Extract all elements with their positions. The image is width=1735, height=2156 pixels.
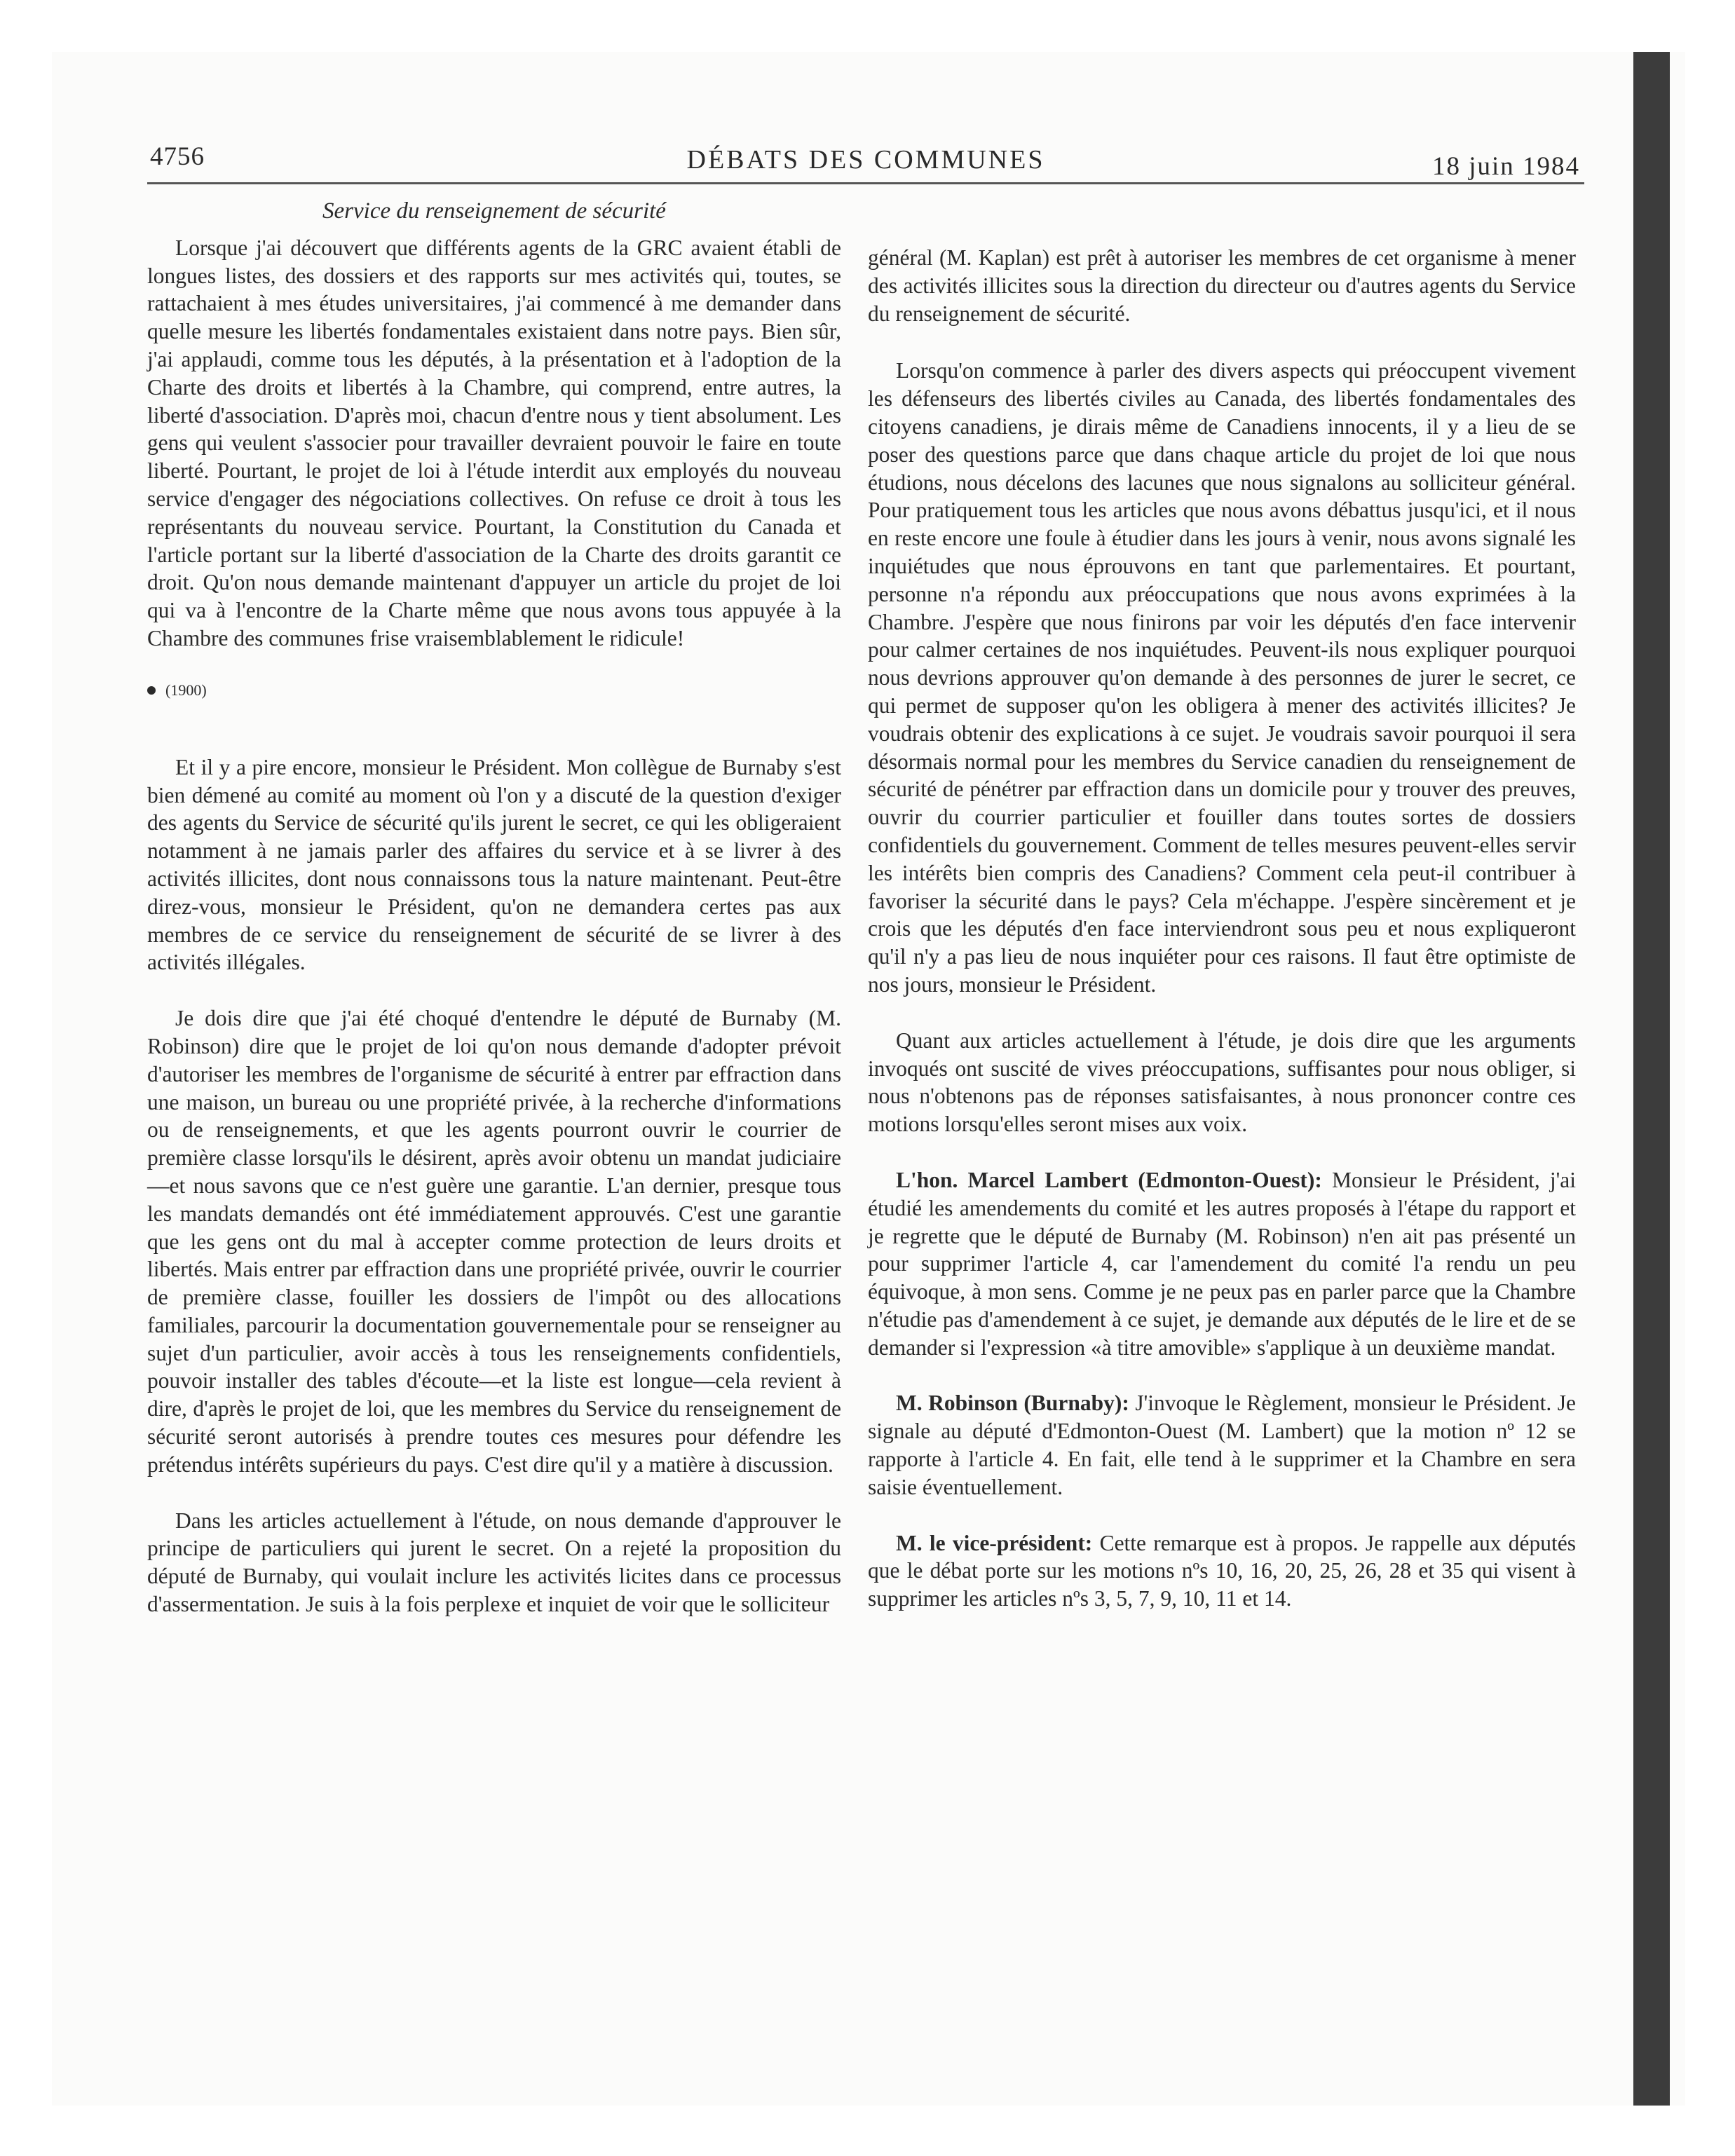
- time-marker-label: (1900): [165, 681, 207, 699]
- paragraph: Lorsqu'on commence à parler des divers aspects qui préoccupent vivement les défenseurs des libertés civiles au Canada, des libertés fondamentales des citoyens canadiens, je dirais même de Canadiens innocents, il y a lieu de se poser des questions parce que dans chaque article du projet de loi que nous étudions, nous décelons des lacunes que nous signalons au solliciteur général. Pour pratiquement tous les articles que nous avons débattus jusqu'ici, et il nous en reste encore une foule à étudier dans les jours à venir, nous avons signalé les inquiétudes que nous éprouvons en tant que parlementaires. Et pourtant, personne n'a répondu aux préoccupations que nous avons exprimées à la Chambre. J'espère que nous finirons par voir les députés d'en face intervenir pour calmer certaines de nos inquiétudes. Peuvent-ils nous expliquer pourquoi nous devrions approuver qu'on demande à des personnes de jurer le secret, ce qui permet de supposer qu'on les obligera à mener des activités illicites? Je voudrais obtenir des explications à ce sujet. Je voudrais savoir pourquoi il sera désormais normal pour les membres du Service canadien du renseignement de sécurité de pénétrer par effraction dans un domicile pour y trouver des preuves, ouvrir du courrier particulier et fouiller dans toutes sortes de dossiers confidentiels du gouvernement. Comment de telles mesures peuvent-elles servir les intérêts bien compris des Canadiens? Comment cela peut-il contribuer à favoriser la sécurité dans le pays? Cela m'échappe. J'espère sincèrement et je crois que les députés d'en face interviendront sous peu et nous expliqueront qu'il n'y a pas lieu de nous inquiéter pour ces raisons. Il faut être optimiste de nos jours, monsieur le Président.: [868, 358, 1576, 997]
- publication-title: DÉBATS DES COMMUNES: [686, 145, 1045, 175]
- page-number: 4756: [150, 142, 205, 171]
- scan-border: [1633, 52, 1670, 2106]
- speech-text: J'invoque le Règlement, monsieur le Président. Je signale au député d'Edmonton-Ouest (M. Lambert) que la motion nº 12 se rapporte à l'article 4. En fait, elle tend à le supprimer et la Chambre en sera saisie éventuellement.: [868, 1391, 1576, 1499]
- speech-lambert: [868, 1166, 1576, 1362]
- paragraph-continued: général (M. Kaplan) est prêt à autoriser les membres de cet organisme à mener des activités illicites sous la direction du directeur ou d'autres agents du Service du renseignement de sécurité.: [868, 245, 1576, 326]
- paragraph: Lorsque j'ai découvert que différents agents de la GRC avaient établi de longues listes, des dossiers et des rapports sur mes activités qui, toutes, se rattachaient à mes études universitaires, j'ai commencé à me demander dans quelle mesure les libertés fondamentales existaient dans notre pays. Bien sûr, j'ai applaudi, comme tous les députés, à la présentation et à l'adoption de la Charte des droits et libertés à la Chambre, qui comprend, entre autres, la liberté d'association. D'après moi, chacun d'entre nous y tient absolument. Les gens qui veulent s'associer pour travailler devraient pouvoir le faire en toute liberté. Pourtant, le projet de loi à l'étude interdit aux employés du nouveau service d'engager des négociations collectives. On refuse ce droit à tous les représentants du nouveau service. Pourtant, la Constitution du Canada et l'article portant sur la liberté d'association de la Charte des droits garantit ce droit. Qu'on nous demande maintenant d'appuyer un article du projet de loi qui va à l'encontre de la Charte même que nous avons tous appuyée à la Chambre des communes frise vraisemblablement le ridicule!: [147, 235, 841, 650]
- paragraph: Et il y a pire encore, monsieur le Président. Mon collègue de Burnaby s'est bien démené au comité au moment où l'on y a discuté de la question d'exiger des agents du Service de sécurité qu'ils jurent le secret, ce qui les obligeraient notamment à ne jamais parler des affaires du service et à se livrer à des activités illicites, dont nous connaissons tous la nature maintenant. Peut-être direz-vous, monsieur le Président, qu'on ne demandera certes pas aux membres de ce service du renseignement de sécurité de se livrer à des activités illégales.: [147, 754, 841, 975]
- time-marker: [147, 676, 841, 704]
- paragraph: Je dois dire que j'ai été choqué d'entendre le député de Burnaby (M. Robinson) dire que le projet de loi qu'on nous demande d'adopter prévoit d'autoriser les membres de l'organisme de sécurité à entrer par effraction dans une maison, un bureau ou une propriété privée, à la recherche d'informations ou de renseignements, et que les agents pourront ouvrir le courrier de première classe lorsqu'ils le désirent, après avoir obtenu un mandat judiciaire—et nous savons que ce n'est guère une garantie. L'an dernier, presque tous les mandats demandés ont été immédiatement approuvés. C'est une garantie que les gens ont du mal à accepter comme protection de leurs droits et libertés. Mais entrer par effraction dans une propriété privée, ouvrir le courrier de première classe, fouiller les dossiers de l'impôt ou des allocations familiales, parcourir la documentation gouvernementale pour se renseigner au sujet d'un particulier, avoir accès à tous les renseignements confidentiels, pouvoir installer des tables d'écoute—et la liste est longue—cela revient à dire, d'après le projet de loi, que les membres du Service du renseignement de sécurité seront autorisés à prendre toutes ces mesures pour défendre les prétendus intérêts supérieurs du pays. C'est dire qu'il y a matière à discussion.: [147, 1006, 841, 1477]
- speech-text: Cette remarque est à propos. Je rappelle aux députés que le débat porte sur les motions nºs 10, 16, 20, 25, 26, 28 et 35 qui visent à supprimer les articles nºs 3, 5, 7, 9, 10, 11 et 14.: [868, 1530, 1576, 1611]
- paragraph: Dans les articles actuellement à l'étude, on nous demande d'approuver le principe de particuliers qui jurent le secret. On a rejeté la proposition du député de Burnaby, qui voulait inclure les activités licites dans ce processus d'assermentation. Je suis à la fois perplexe et inquiet de voir que le solliciteur: [147, 1508, 841, 1617]
- page-header: [147, 140, 1584, 184]
- speech-vice-president: [868, 1529, 1576, 1613]
- sitting-date: 18 juin 1984: [1431, 152, 1580, 181]
- speaker-name: M. le vice-président:: [896, 1530, 1093, 1555]
- speaker-name: M. Robinson (Burnaby):: [896, 1391, 1129, 1416]
- speech-robinson: [868, 1389, 1576, 1501]
- paragraph: Quant aux articles actuellement à l'étude, je dois dire que les arguments invoqués ont suscité de vives préoccupations, suffisantes pour nous obliger, si nous n'obtenons pas de réponses satisfaisantes, à nous prononcer contre ces motions lorsqu'elles seront mises aux voix.: [868, 1028, 1576, 1137]
- speaker-name: L'hon. Marcel Lambert (Edmonton-Ouest):: [896, 1167, 1322, 1192]
- right-column: [868, 244, 1576, 1613]
- speech-text: Monsieur le Président, j'ai étudié les amendements du comité et les autres proposés à l'étape du rapport et je regrette que le député de Burnaby (M. Robinson) n'en ait pas présenté un pour supprimer l'article 4, car l'amendement du comité l'a rendu un peu équivoque, à mon sens. Comme je ne peux pas en parler parce que la Chambre n'étudie pas d'amendement à ce sujet, je demande aux députés de le lire et de se demander si l'expression «à titre amovible» s'applique à un deuxième mandat.: [868, 1167, 1576, 1360]
- bullet-icon: [147, 686, 156, 695]
- left-column: [147, 198, 841, 1618]
- section-heading: Service du renseignement de sécurité: [322, 198, 666, 224]
